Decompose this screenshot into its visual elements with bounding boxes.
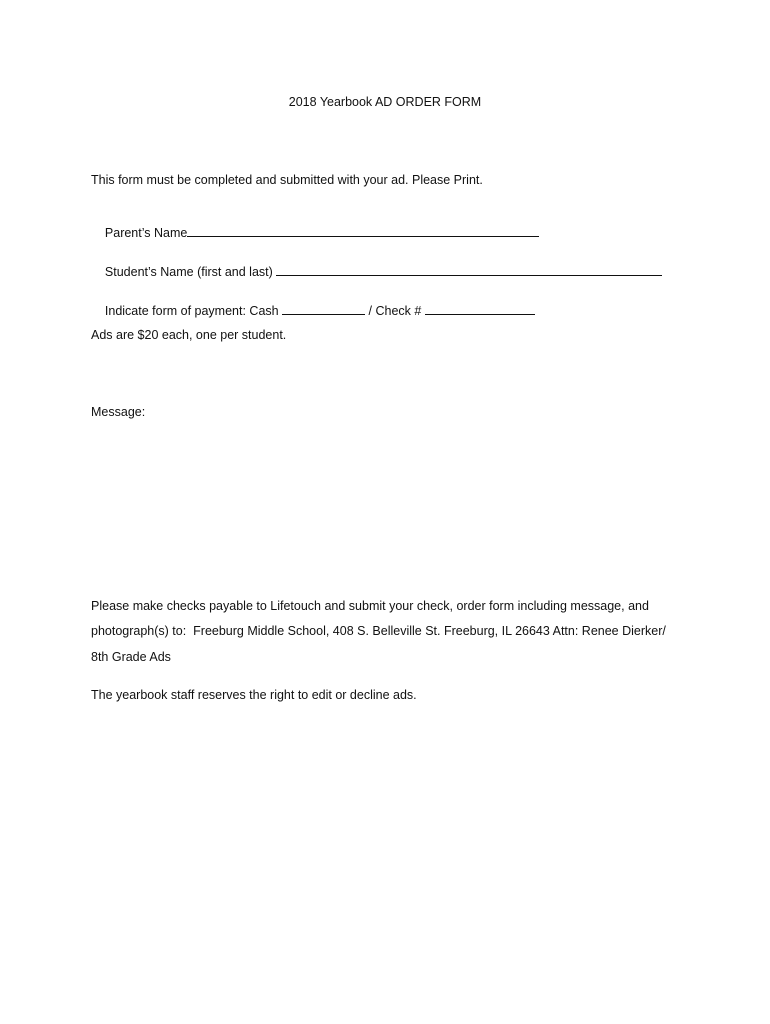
instructions-line-2: photograph(s) to: Freeburg Middle School, 408 S. Belleville St. Freeburg, IL 26643 Attn: Renee Dierker/	[91, 624, 666, 638]
payment-label: Indicate form of payment: Cash	[104, 303, 283, 318]
intro-text: This form must be completed and submitted with your ad. Please Print.	[91, 173, 483, 187]
student-name-label: Student’s Name (first and last)	[104, 264, 277, 279]
parent-name-label: Parent’s Name	[104, 225, 188, 240]
parent-name-row	[91, 212, 539, 252]
disclaimer-text: The yearbook staff reserves the right to edit or decline ads.	[91, 688, 417, 702]
student-name-row	[91, 251, 662, 291]
instructions-line-1: Please make checks payable to Lifetouch and submit your check, order form including message, and	[91, 599, 649, 613]
payment-row	[91, 290, 535, 330]
student-name-blank[interactable]	[276, 264, 662, 276]
parent-name-blank[interactable]	[187, 225, 539, 237]
message-label: Message:	[91, 405, 146, 419]
price-note: Ads are $20 each, one per student.	[91, 328, 287, 342]
check-label: / Check #	[365, 303, 425, 318]
cash-blank[interactable]	[282, 303, 365, 315]
instructions-line-3: 8th Grade Ads	[91, 650, 171, 664]
form-title: 2018 Yearbook AD ORDER FORM	[288, 95, 482, 109]
check-number-blank[interactable]	[425, 303, 535, 315]
